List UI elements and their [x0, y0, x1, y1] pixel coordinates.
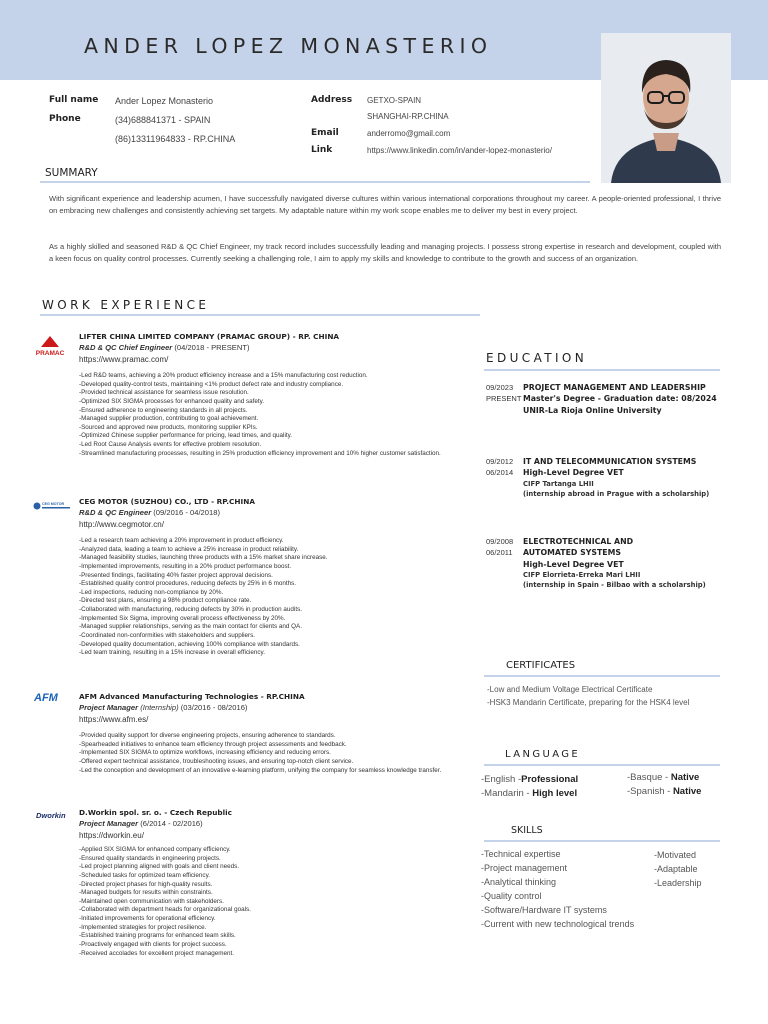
- list-item: -Managed supplier relationships, serving as the main contact for clients and QA.: [79, 623, 302, 631]
- job-1-url[interactable]: https://www.pramac.com/: [79, 355, 169, 364]
- certificates-rule: [484, 675, 720, 677]
- phone-label: Phone: [49, 114, 81, 124]
- edu-2-school: CIFP Tartanga LHII: [523, 479, 594, 488]
- list-item: -Technical expertise: [481, 849, 561, 859]
- edu-1-school: UNIR-La Rioja Online University: [523, 405, 662, 415]
- pramac-logo: [33, 335, 67, 359]
- list-item: -Developed quality documentation, achieving 100% compliance with standards.: [79, 640, 300, 648]
- list-item: -Collaborated with department heads for organizational goals.: [79, 906, 251, 914]
- edu-1-dates: 09/2023 PRESENT: [486, 383, 522, 403]
- list-item: -Directed test plans, ensuring a 98% product compliance rate.: [79, 597, 252, 605]
- list-item: -Streamlined manufacturing processes, resulting in 25% production efficiency improvement and 10% higher customer satisfaction.: [79, 449, 441, 457]
- list-item: -Led the conception and development of an innovative e-learning platform, unifying the company for seamless knowledge transfer.: [79, 766, 442, 774]
- summary-rule: [40, 181, 590, 183]
- list-item: -Analyzed data, leading a team to achieve a 25% increase in product reliability.: [79, 545, 299, 553]
- language-heading: LANGUAGE: [505, 749, 581, 760]
- list-item: -Established quality control procedures, reducing defects by 25% in 6 months.: [79, 580, 297, 588]
- list-item: -Software/Hardware IT systems: [481, 905, 607, 916]
- address-label: Address: [311, 95, 353, 105]
- list-item: -Established training programs for enhanced team skills.: [79, 932, 236, 940]
- job-4-bullets: [79, 846, 457, 958]
- svg-text:PRAMAC: PRAMAC: [35, 350, 65, 357]
- education-heading: EDUCATION: [486, 351, 588, 365]
- list-item: -Implemented strategies for project resilience.: [79, 923, 207, 931]
- ceg-motor-logo: [33, 500, 73, 512]
- edu-1: [523, 382, 723, 416]
- email-link[interactable]: anderromo@gmail.com: [367, 129, 451, 138]
- job-2-url[interactable]: http://www.cegmotor.cn/: [79, 520, 164, 529]
- list-item: -Ensured quality standards in engineering projects.: [79, 854, 221, 862]
- edu-3-heading: ELECTROTECHNICAL AND AUTOMATED SYSTEMS: [523, 537, 634, 558]
- phone-spain: (34)688841371 - SPAIN: [115, 115, 211, 125]
- job-2-bullets: [79, 537, 457, 658]
- list-item: -Optimized Chinese supplier performance for pricing, lead times, and quality.: [79, 432, 293, 440]
- list-item: -Received accolades for excellent project management.: [79, 949, 235, 957]
- list-item: -Led team training, resulting in a 15% increase in overall efficiency.: [79, 649, 265, 657]
- list-item: -Managed budgets for results within constraints.: [79, 889, 213, 897]
- education-rule: [484, 369, 720, 371]
- list-item: -Scheduled tasks for optimized team efficiency.: [79, 871, 211, 879]
- list-item: -Spanish - Native: [627, 786, 702, 797]
- edu-2-dates: 09/2012 06/2014: [486, 457, 514, 477]
- list-item: -Spearheaded initiatives to enhance team efficiency through project assessments and feedback.: [79, 740, 347, 748]
- job-3-url[interactable]: https://www.afm.es/: [79, 715, 149, 724]
- full-name-label: Full name: [49, 95, 99, 105]
- list-item: -Low and Medium Voltage Electrical Certificate: [487, 685, 653, 694]
- job-3-bullets: [79, 732, 457, 775]
- profile-photo: [601, 33, 731, 183]
- edu-3: [523, 536, 706, 591]
- list-item: -Managed supplier production, contributing to goal achievement.: [79, 415, 259, 423]
- list-item: -Provided technical assistance for seamless issue resolution.: [79, 389, 249, 397]
- list-item: -Coordinated non-conformities with stakeholders and suppliers.: [79, 631, 256, 639]
- job-4-company: D.Workin spol. sr. o. - Czech Republic: [79, 808, 232, 817]
- work-rule: [40, 314, 480, 316]
- list-item: -Applied SIX SIGMA for enhanced company efficiency.: [79, 846, 231, 853]
- edu-1-heading: PROJECT MANAGEMENT AND LEADERSHIP: [523, 383, 706, 392]
- job-4-role: Project Manager (6/2014 - 02/2016): [79, 819, 203, 828]
- list-item: -HSK3 Mandarin Certificate, preparing for the HSK4 level: [487, 697, 690, 707]
- candidate-name: ANDER LOPEZ MONASTERIO: [84, 34, 493, 58]
- skills-heading: SKILLS: [511, 825, 543, 836]
- list-item: -Led R&D teams, achieving a 20% product efficiency increase and a 15% manufacturing cost reduction.: [79, 372, 368, 379]
- dworkin-logo: [36, 809, 70, 821]
- work-experience-heading: WORK EXPERIENCE: [42, 298, 210, 312]
- list-item: -Mandarin - High level: [481, 788, 578, 799]
- edu-3-school: CIFP Elorrieta-Erreka Mari LHII: [523, 570, 641, 579]
- list-item: -Directed project phases for high-quality results.: [79, 880, 213, 888]
- job-3-role: Project Manager (Internship) (03/2016 - 08/2016): [79, 703, 248, 712]
- list-item: -Analytical thinking: [481, 877, 557, 888]
- address-china: SHANGHAI-RP.CHINA: [367, 112, 449, 121]
- list-item: -Provided quality support for diverse engineering projects, ensuring adherence to standards.: [79, 732, 336, 739]
- job-3-company: AFM Advanced Manufacturing Technologies - RP.CHINA: [79, 692, 305, 701]
- list-item: -Led project planning aligned with goals and client needs.: [79, 863, 239, 871]
- list-item: -Led Root Cause Analysis events for effective problem resolution.: [79, 441, 262, 448]
- list-item: -Led a research team achieving a 20% improvement in product efficiency.: [79, 537, 284, 544]
- edu-3-note: (internship in Spain - Bilbao with a scholarship): [523, 581, 706, 590]
- list-item: -Collaborated with manufacturing, reducing defects by 30% in production audits.: [79, 606, 302, 613]
- language-list-left: [481, 773, 578, 801]
- list-item: -Basque - Native: [627, 772, 700, 783]
- job-1-company: LIFTER CHINA LIMITED COMPANY (PRAMAC GROUP) - RP. CHINA: [79, 332, 340, 341]
- list-item: -Implemented Six Sigma, improving overall process effectiveness by 20%.: [79, 614, 286, 622]
- skills-list-left: [481, 847, 634, 932]
- edu-2-note: (internship abroad in Prague with a scholarship): [523, 490, 710, 499]
- job-1-bullets: [79, 372, 457, 458]
- certificates-list: [487, 684, 689, 709]
- list-item: -Implemented improvements, resulting in a 20% product performance boost.: [79, 562, 292, 570]
- list-item: -Adaptable: [654, 864, 698, 875]
- skills-rule: [484, 840, 720, 842]
- edu-2-heading: IT AND TELECOMMUNICATION SYSTEMS: [523, 457, 697, 466]
- edu-3-degree: High-Level Degree VET: [523, 559, 624, 569]
- skills-list-right: [654, 848, 702, 890]
- list-item: -Developed quality-control tests, maintaining <1% product defect rate and industry compliance.: [79, 380, 344, 388]
- summary-paragraph-1: With significant experience and leadership acumen, I have successfully navigated diverse cultures within various international corporations throughout my career. A people-oriented professional, I thrive on embracing new challenges and consistently achieving set targets. My adaptable nature within my work scope enables me to deliver my best in every project.: [49, 194, 721, 215]
- list-item: -Project management: [481, 863, 568, 874]
- list-item: -Optimized SIX SIGMA processes for enhanced quality and safety.: [79, 397, 265, 405]
- list-item: -Quality control: [481, 891, 542, 902]
- summary-heading: SUMMARY: [45, 167, 98, 179]
- list-item: -Led inspections, reducing non-compliance by 20%.: [79, 588, 224, 596]
- link-label: Link: [311, 145, 333, 155]
- list-item: -Ensured adherence to engineering standards in all projects.: [79, 406, 248, 414]
- list-item: -Leadership: [654, 878, 702, 889]
- list-item: -Maintained open communication with stakeholders.: [79, 897, 224, 905]
- job-1-role: R&D & QC Chief Engineer (04/2018 - PRESENT): [79, 343, 250, 352]
- list-item: -Sourced and approved new products, monitoring supplier KPIs.: [79, 423, 258, 431]
- full-name-value: Ander Lopez Monasterio: [115, 96, 214, 106]
- svg-text:CEG MOTOR: CEG MOTOR: [42, 502, 65, 506]
- svg-text:Dworkin: Dworkin: [36, 811, 66, 820]
- address-spain: GETXO-SPAIN: [367, 96, 422, 105]
- edu-1-degree: Master's Degree - Graduation date: 08/2024: [523, 394, 717, 404]
- phone-china: (86)13311964833 - RP.CHINA: [115, 134, 236, 144]
- list-item: -Current with new technological trends: [481, 919, 635, 930]
- list-item: -English -Professional: [481, 774, 579, 785]
- certificates-heading: CERTIFICATES: [506, 660, 576, 671]
- language-list-right: [627, 771, 701, 799]
- list-item: -Managed feasibility studies, launching three products with a 15% market share increase.: [79, 554, 328, 562]
- language-rule: [484, 764, 720, 766]
- afm-logo: [34, 690, 70, 704]
- edu-2: [523, 456, 723, 500]
- list-item: -Implemented SIX SIGMA to optimize workflows, increasing efficiency and reducing errors.: [79, 749, 331, 757]
- list-item: -Presented findings, facilitating 40% faster project approval decisions.: [79, 571, 273, 579]
- list-item: -Initiated improvements for operational efficiency.: [79, 915, 216, 922]
- summary-paragraph-2: As a highly skilled and seasoned R&D & QC Chief Engineer, my track record includes successfully leading and managing projects. I possess strong expertise in research and development, coupled with a keen focus on quality control processes. Currently seeking a challenging role, I aim to apply my skills and knowledge to contribute to the growth and success of an organization.: [49, 242, 721, 263]
- job-2-company: CEG MOTOR (SUZHOU) CO., LTD - RP.CHINA: [79, 497, 255, 506]
- list-item: -Motivated: [654, 850, 697, 860]
- job-2-role: R&D & QC Engineer (09/2016 - 04/2018): [79, 508, 220, 517]
- list-item: -Proactively engaged with clients for project success.: [79, 940, 227, 948]
- edu-2-degree: High-Level Degree VET: [523, 468, 624, 478]
- edu-3-dates: 09/2008 06/2011: [486, 537, 514, 557]
- svg-text:AFM: AFM: [34, 692, 58, 704]
- list-item: -Offered expert technical assistance, troubleshooting issues, and ensuring top-notch client service.: [79, 757, 354, 765]
- job-4-url[interactable]: https://dworkin.eu/: [79, 831, 144, 840]
- linkedin-link[interactable]: https://www.linkedin.com/in/ander-lopez-monasterio/: [367, 146, 552, 155]
- email-label: Email: [311, 128, 339, 138]
